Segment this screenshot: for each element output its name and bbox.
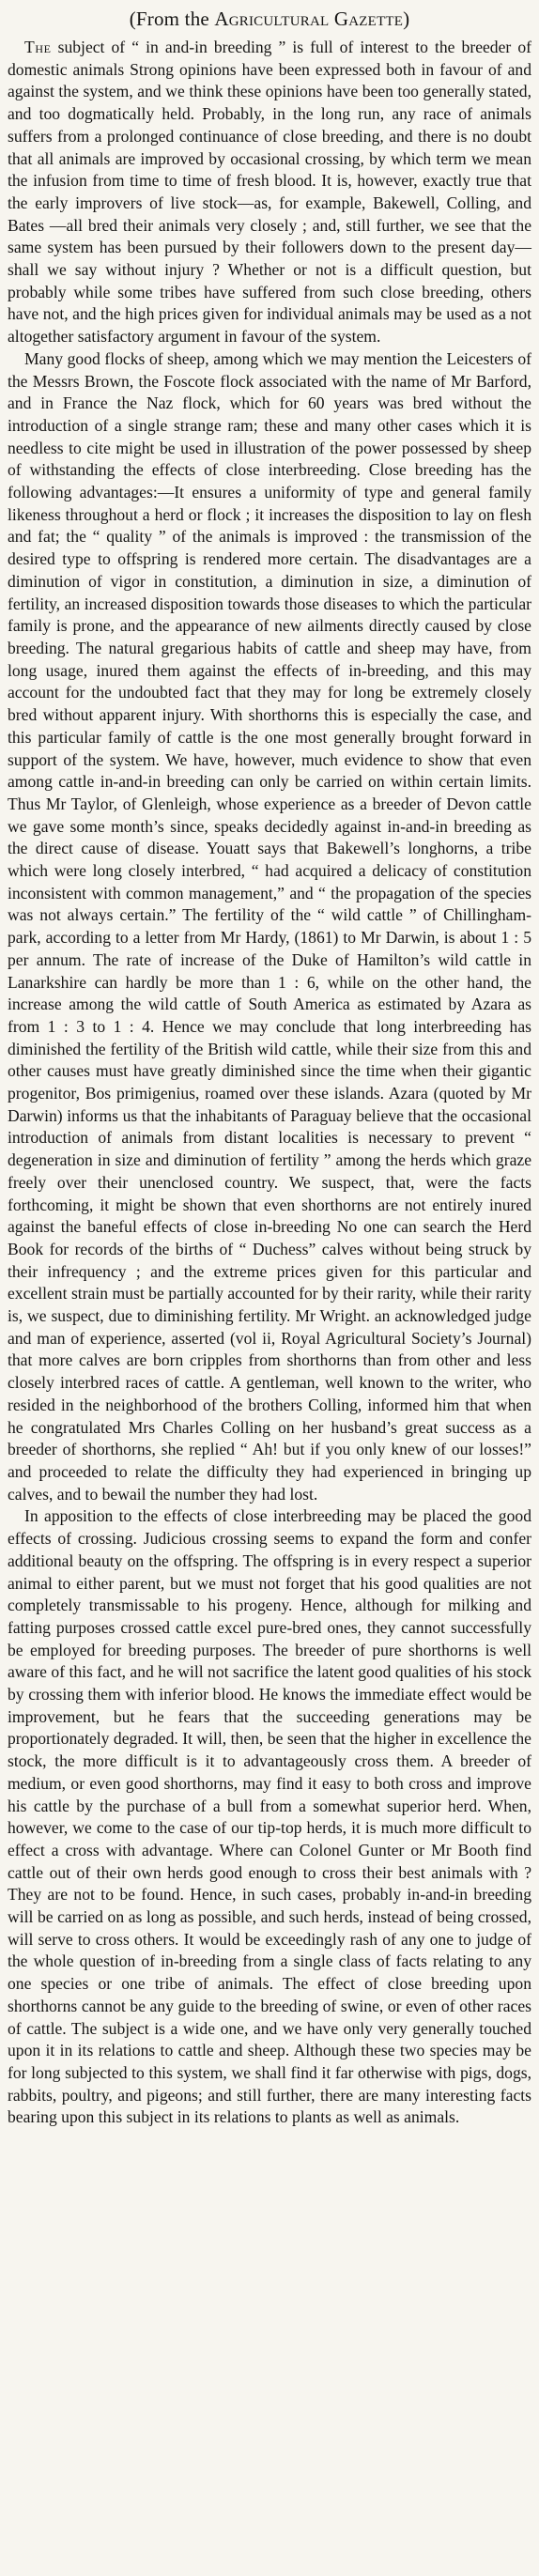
article-paragraph-2 [8, 348, 531, 1506]
paragraph-body: In apposition to the effects of close interbreeding may be placed the good effects of crossing. Judicious crossing seems to expand the form and confer additional beauty on the offspring. The offspring is in every respect a superior animal to either parent, but we must not forget that his good qualities are not completely transmissable to his progeny. Hence, although for milking and fatting purposes crossed cattle excel pure-bred ones, they cannot successfully be employed for breeding purposes. The breeder of pure shorthorns is well aware of this fact, and he will not sacrifice the latent good qualities of his stock by crossing them with inferior blood. He knows the immediate effect would be improvement, but he fears that the succeeding generations may be proportionately degraded. It will, then, be seen that the higher in excellence the stock, the more difficult is it to advantageously cross them. A breeder of medium, or even good shorthorns, may find it easy to both cross and improve his cattle by the purchase of a bull from a somewhat superior herd. When, however, we come to the case of our tip-top herds, it is much more difficult to effect a cross with advantage. Where can Colonel Gunter or Mr Booth find cattle out of their own herds good enough to cross their best animals with ? They are not to be found. Hence, in such cases, probably in-and-in breeding will be carried on as long as possible, and such herds, instead of being crossed, will serve to cross others. It would be exceedingly rash of any one to judge of the whole question of in-breeding from a single class of facts relating to any one species or one tribe of animals. The effect of close breeding upon shorthorns cannot be any guide to the breeding of swine, or even of other races of cattle. The subject is a wide one, and we have only very generally touched upon it in its relations to cattle and sheep. Although these two species may be for long subjected to this system, we shall find it far otherwise with pigs, dogs, rabbits, poultry, and pigeons; and still further, there are many interesting facts bearing upon this subject in its relations to plants as well as animals. [8, 1506, 531, 2127]
paragraph-body: Many good flocks of sheep, among which we may mention the Leicesters of the Messrs Brown, the Foscote flock associated with the name of Mr Barford, and in France the Naz flock, which for 60 years was bred without the introduction of a single strange ram; these and many other cases which it is needless to cite might be used in illustration of the power possessed by sheep of withstanding the effects of close interbreeding. Close breeding has the following advantages:—It ensures a uniformity of type and general family likeness throughout a herd or flock ; it increases the disposition to lay on flesh and fat; the “ quality ” of the animals is improved : the transmission of the desired type to offspring is rendered more certain. The disadvantages are a diminution of vigor in constitution, a diminution in size, a diminution of fertility, an increased disposition towards those diseases to which the particular family is prone, and the appearance of new ailments directly caused by close breeding. The natural gregarious habits of cattle and sheep may have, from long usage, inured them against the effects of in-breeding, and this may account for the undoubted fact that they may for long be extremely closely bred without apparent injury. With shorthorns this is especially the case, and this particular family of cattle is the one most generally brought forward in support of the system. We have, however, much evidence to show that even among cattle in-and-in breeding can only be carried on within certain limits. Thus Mr Taylor, of Glenleigh, whose experience as a breeder of Devon cattle we gave some month’s since, speaks decidedly against in-and-in breeding as the direct cause of disease. Youatt says that Bakewell’s longhorns, a tribe which were long closely interbred, “ had acquired a delicacy of constitution inconsistent with common management,” and “ the propagation of the species was not always certain.” The fertility of the “ wild cattle ” of Chillingham-park, according to a letter from Mr Hardy, (1861) to Mr Darwin, is about 1 : 5 per annum. The rate of increase of the Duke of Hamilton’s wild cattle in Lanarkshire can hardly be more than 1 : 6, while on the other hand, the increase among the wild cattle of South America as estimated by Azara as from 1 : 3 to 1 : 4. Hence we may conclude that long interbreeding has diminished the fertility of the British wild cattle, while their size from this and other causes must have greatly diminished since the time when their gigantic progenitor, Bos primigenius, roamed over these islands. Azara (quoted by Mr Darwin) informs us that the inhabitants of Paraguay believe that the occasional introduction of animals from distant localities is necessary to prevent “ degeneration in size and diminution of fertility ” among the herds which graze freely over their unenclosed country. We suspect, that, were the facts forthcoming, it might be shown that even shorthorns are not entirely inured against the baneful effects of close in-breeding No one can search the Herd Book for records of the births of “ Duchess” calves without being struck by their infrequency ; and the extreme prices given for this particular and excellent strain must be partially accounted for by their rarity, while their rarity is, we suspect, due to diminishing fertility. Mr Wright. an acknowledged judge and man of experience, asserted (vol ii, Royal Agricultural Society’s Journal) that more calves are born cripples from shorthorns than from other and less closely interbred races of cattle. A gentleman, well known to the writer, who resided in the neighborhood of the brothers Colling, informed him that when he congratulated Mrs Charles Colling on her husband’s great success as a breeder of shorthorns, she replied “ Ah! but if you only knew of our losses!” and proceeded to relate the difficulty they had experienced in bringing up calves, and to bewail the number they had lost. [8, 348, 531, 1504]
article-paragraph-3 [8, 1505, 531, 2129]
paragraph-body: subject of “ in and-in breeding ” is full of interest to the breeder of domestic animals Strong opinions have been expressed both in favour of and against the system, and we think these opinions have been too generally stated, and too dogmatically held. Probably, in the long run, any race of animals suffers from a prolonged continuance of close breeding, and there is no doubt that all animals are improved by occasional crossing, by which term we mean the infusion from time to time of fresh blood. It is, however, exactly true that the early improvers of live stock—as, for example, Bakewell, Colling, and Bates —all bred their animals very closely ; and, still further, we see that the same system has been pursued by their followers down to the present day—shall we say without injury ? Whether or not is a difficult question, but probably while some tribes have suffered from such close breeding, others have not, and the high prices given for individual animals may be used as a not altogether satisfactory argument in favour of the system. [8, 38, 531, 347]
source-attribution [8, 6, 531, 32]
source-open: (From the [129, 8, 215, 30]
source-close: ) [403, 8, 410, 30]
source-publication: Agricultural Gazette [214, 8, 404, 30]
paragraph-lead-word: The [24, 38, 52, 56]
article-paragraph-1 [8, 37, 531, 348]
